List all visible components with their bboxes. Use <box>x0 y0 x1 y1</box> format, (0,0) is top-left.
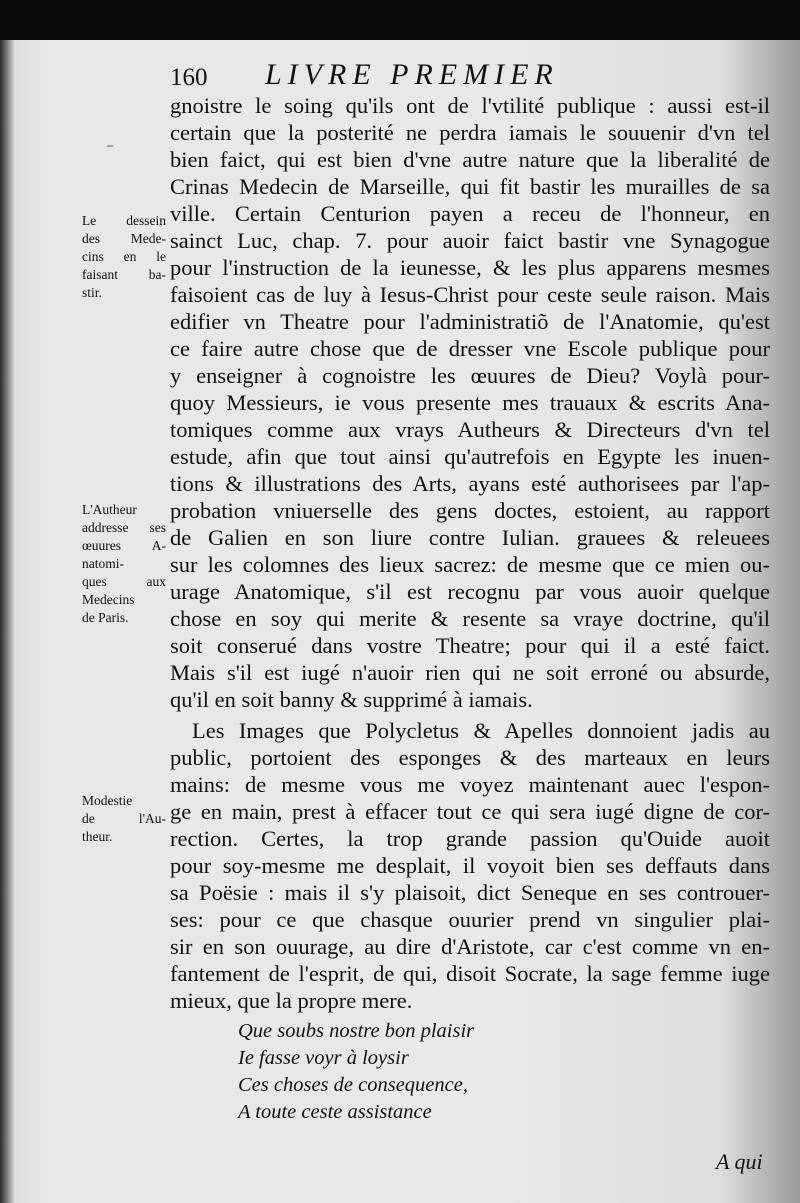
book-spine-shadow <box>0 40 14 1203</box>
text-line: sir en son ouurage, au dire d'Aristote, car c'est comme vn en- <box>170 934 770 959</box>
text-line: soit conserué dans vostre Theatre; pour qui il a esté faict. <box>170 633 770 658</box>
text-line: certain que la posterité ne perdra iamais le souuenir d'vn tel <box>170 120 770 145</box>
text-line: sa Poësie : mais il s'y plaisoit, dict Seneque en ses controuer- <box>170 880 770 905</box>
page-number: 160 <box>170 64 208 91</box>
text-line: estude, afin que tout ainsi qu'autrefois en Egypte les inuen- <box>170 444 770 469</box>
text-line: pour soy-mesme me desplait, il voyoit bien ses deffauts dans <box>170 853 770 878</box>
text-line: qu'il en soit banny & supprimé à iamais. <box>170 687 533 712</box>
verse-line: Ie fasse voyr à loysir <box>238 1047 409 1069</box>
verse-line: A toute ceste assistance <box>238 1101 432 1123</box>
book-page <box>0 40 800 1203</box>
text-line: pour l'instruction de la ieunesse, & les plus apparens mesmes <box>170 255 770 280</box>
text-line: quoy Messieurs, ie vous presente mes trauaux & escrits Ana- <box>170 390 770 415</box>
text-line: sainct Luc, chap. 7. pour auoir faict bastir vne Synagogue <box>170 228 770 253</box>
text-line: fantement de l'esprit, de qui, disoit Socrate, la sage femme iuge <box>170 961 770 986</box>
text-line: Les Images que Polycletus & Apelles donnoient jadis au <box>192 718 770 743</box>
running-head: LIVRE PREMIER <box>265 58 559 91</box>
verse-line: Que soubs nostre bon plaisir <box>238 1020 475 1042</box>
text-line: bien faict, qui est bien d'vne autre nature que la liberalité de <box>170 147 770 172</box>
margin-mark: - <box>106 132 114 158</box>
text-line: urage Anatomique, s'il est recognu par vous auoir quelque <box>170 579 770 604</box>
margin-note-dessein: Le dessein des Mede- cins en le faisant ba- stir. <box>82 213 166 300</box>
text-line: gnoistre le soing qu'ils ont de l'vtilité publique : aussi est-il <box>170 93 770 118</box>
text-line: Crinas Medecin de Marseille, qui fit bastir les murailles de sa <box>170 174 770 199</box>
text-line: de Galien en son liure contre Iulian. grauees & releuees <box>170 525 770 550</box>
margin-note-autheur: L'Autheur addresse ses œuures A- natomi- ques aux Medecins de Paris. <box>82 502 166 625</box>
text-line: y enseigner à cognoistre les œuures de Dieu? Voylà pour- <box>170 363 770 388</box>
text-line: rection. Certes, la trop grande passion qu'Ouide auoit <box>170 826 770 851</box>
text-line: mains: de mesme vous me voyez maintenant auec l'espon- <box>170 772 770 797</box>
text-line: ge en main, prest à effacer tout ce qui sera iugé digne de cor- <box>170 799 770 824</box>
verse-line: Ces choses de consequence, <box>238 1074 468 1096</box>
text-line: mieux, que la propre mere. <box>170 988 413 1013</box>
text-line: public, portoient des esponges & des marteaux en leurs <box>170 745 770 770</box>
text-line: faisoient cas de luy à Iesus-Christ pour ceste seule raison. Mais <box>170 282 770 307</box>
margin-note-modestie: Modestie de l'Au- theur. <box>82 793 166 844</box>
text-line: chose en soy qui merite & resente sa vraye doctrine, qu'il <box>170 606 770 631</box>
text-line: tions & illustrations des Arts, ayans esté authorisees par l'ap- <box>170 471 770 496</box>
text-line: probation vniuerselle des gens doctes, estoient, au rapport <box>170 498 770 523</box>
text-line: ville. Certain Centurion payen a receu de l'honneur, en <box>170 201 770 226</box>
text-line: tomiques comme aux vrays Autheurs & Directeurs d'vn tel <box>170 417 770 442</box>
text-line: Mais s'il est iugé n'auoir rien qui ne soit erroné ou absurde, <box>170 660 770 685</box>
text-line: sur les colomnes des lieux sacrez: de mesme que ce mien ou- <box>170 552 770 577</box>
text-line: ses: pour ce que chasque ouurier prend vn singulier plai- <box>170 907 770 932</box>
text-line: ce faire autre chose que de dresser vne Escole publique pour <box>170 336 770 361</box>
catchword: A qui <box>716 1149 763 1174</box>
text-line: edifier vn Theatre pour l'administratiõ de l'Anatomie, qu'est <box>170 309 770 334</box>
